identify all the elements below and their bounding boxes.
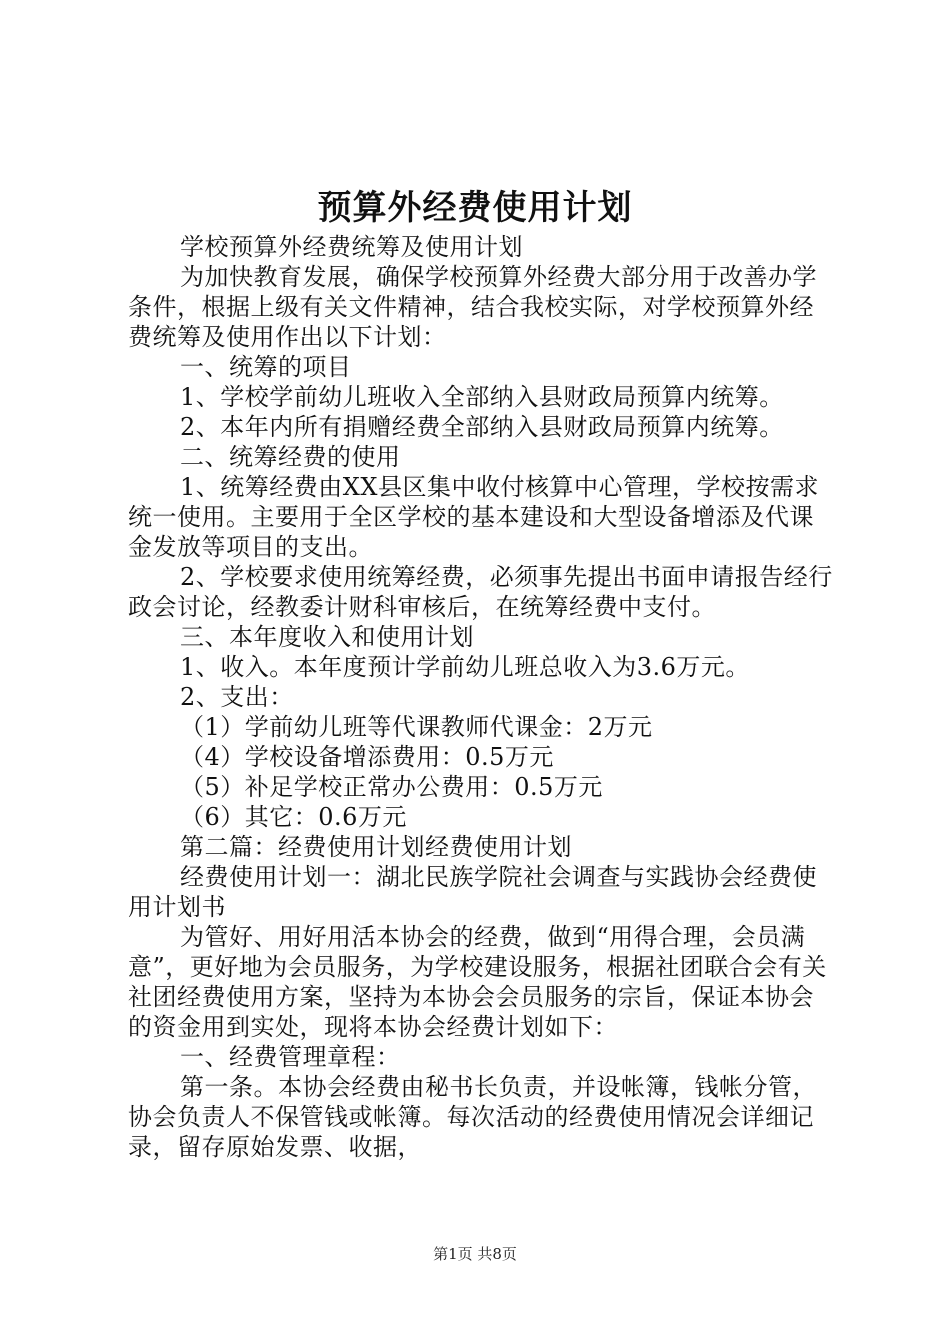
section-heading-1: 一、统筹的项目 (180, 353, 352, 381)
section-heading-2: 二、统筹经费的使用 (180, 443, 401, 471)
section-heading-5: 一、经费管理章程： (180, 1043, 401, 1071)
paragraph-1: 学校预算外经费统筹及使用计划 (180, 233, 523, 261)
expense-line-3: （5）补足学校正常办公费用：0.5万元 (180, 773, 603, 801)
section-heading-3: 三、本年度收入和使用计划 (180, 623, 474, 651)
document-title: 预算外经费使用计划 (317, 188, 633, 228)
section-heading-4: 第二篇：经费使用计划经费使用计划 (180, 833, 572, 861)
expense-line-1: （1）学前幼儿班等代课教师代课金：2万元 (180, 713, 653, 741)
paragraph-item-3: 1、统筹经费由XX县区集中收付核算中心管理，学校按需求统一使用。主要用于全区学校的基本建设和大型设备增添及代课金发放等项目的支出。 (128, 473, 819, 561)
paragraph-item-5: 1、收入。本年度预计学前幼儿班总收入为3.6万元。 (180, 653, 750, 681)
paragraph-4: 为管好、用好用活本协会的经费，做到“用得合理，会员满意”，更好地为会员服务，为学校建设服务，根据社团联合会有关社团经费使用方案，坚持为本协会会员服务的宗旨，保证本协会的资金用到实处，现将本协会经费计划如下： (128, 923, 827, 1041)
paragraph-5: 第一条。本协会经费由秘书长负责，并设帐簿，钱帐分管，协会负责人不保管钱或帐簿。每次活动的经费使用情况会详细记录，留存原始发票、收据， (128, 1073, 817, 1161)
paragraph-2: 为加快教育发展，确保学校预算外经费大部分用于改善办学条件，根据上级有关文件精神，结合我校实际，对学校预算外经费统筹及使用作出以下计划： (128, 263, 817, 351)
page-footer: 第1页 共8页 (433, 1245, 517, 1263)
document-body (128, 232, 834, 1162)
paragraph-item-6: 2、支出： (180, 683, 294, 711)
paragraph-item-2: 2、本年内所有捐赠经费全部纳入县财政局预算内统筹。 (180, 413, 784, 441)
paragraph-item-1: 1、学校学前幼儿班收入全部纳入县财政局预算内统筹。 (180, 383, 784, 411)
expense-line-4: （6）其它：0.6万元 (180, 803, 407, 831)
paragraph-3: 经费使用计划一：湖北民族学院社会调查与实践协会经费使用计划书 (128, 863, 817, 921)
expense-line-2: （4）学校设备增添费用：0.5万元 (180, 743, 554, 771)
paragraph-item-4: 2、学校要求使用统筹经费，必须事先提出书面申请报告经行政会讨论，经教委计财科审核后，在统筹经费中支付。 (128, 563, 833, 621)
